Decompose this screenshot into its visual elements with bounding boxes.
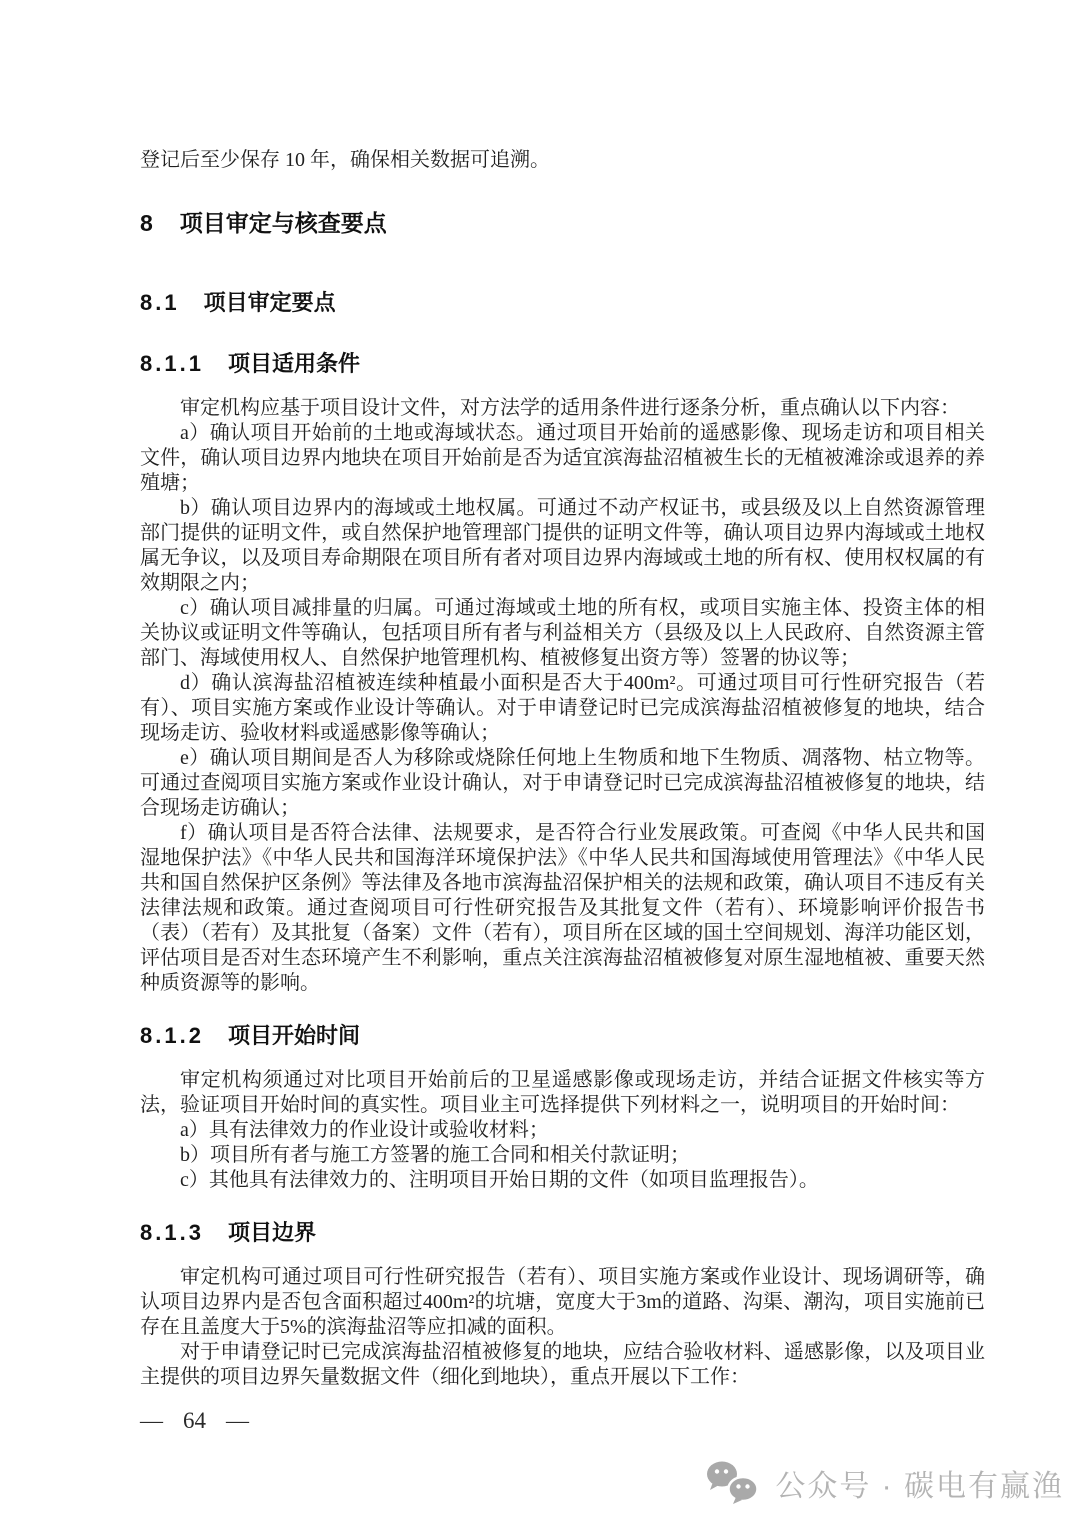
- section-8-1-1-title: 项目适用条件: [227, 351, 360, 376]
- paragraph: 审定机构须通过对比项目开始前后的卫星遥感影像或现场走访，并结合证据文件核实等方法，验证项目开始时间的真实性。项目业主可选择提供下列材料之一，说明项目的开始时间：: [140, 1069, 985, 1116]
- page-number-left-dash: —: [140, 1408, 163, 1433]
- section-8-1-3-title: 项目边界: [227, 1220, 316, 1245]
- paragraph: 对于申请登记时已完成滨海盐沼植被修复的地块，应结合验收材料、遥感影像，以及项目业主提供的项目边界矢量数据文件（细化到地块），重点开展以下工作：: [140, 1341, 985, 1388]
- list-item-a: a）确认项目开始前的土地或海域状态。通过项目开始前的遥感影像、现场走访和项目相关文件，确认项目边界内地块在项目开始前是否为适宜滨海盐沼植被生长的无植被滩涂或退养的养殖塘；: [140, 422, 985, 494]
- section-8-1-1-body: [140, 396, 985, 996]
- list-item-d: d）确认滨海盐沼植被连续种植最小面积是否大于400m²。可通过项目可行性研究报告（若有）、项目实施方案或作业设计等确认。对于申请登记时已完成滨海盐沼植被修复的地块，结合现场走访、验收材料或遥感影像等确认；: [140, 672, 985, 744]
- section-8-1-2-title: 项目开始时间: [227, 1023, 360, 1048]
- section-8-1-2-body: [140, 1068, 985, 1193]
- chapter-number: 8: [140, 210, 156, 236]
- section-8-1-title: 项目审定要点: [203, 290, 336, 315]
- section-8-1-2-heading: [140, 1019, 985, 1050]
- wechat-icon: [705, 1460, 763, 1506]
- section-8-1-1-heading: [140, 347, 985, 378]
- section-8-1-3-body: [140, 1265, 985, 1390]
- list-item-a: a）具有法律效力的作业设计或验收材料；: [180, 1119, 549, 1141]
- continuation-paragraph: 登记后至少保存 10 年，确保相关数据可追溯。: [140, 149, 550, 171]
- chapter-heading: [140, 205, 985, 238]
- section-8-1-number: 8.1: [140, 290, 180, 315]
- list-item-e: e）确认项目期间是否人为移除或烧除任何地上生物质和地下生物质、凋落物、枯立物等。可通过查阅项目实施方案或作业设计确认，对于申请登记时已完成滨海盐沼植被修复的地块，结合现场走访确认；: [140, 747, 985, 819]
- watermark: [705, 1460, 1064, 1506]
- section-8-1-1-number: 8.1.1: [140, 351, 204, 376]
- list-item-b: b）项目所有者与施工方签署的施工合同和相关付款证明；: [180, 1144, 690, 1166]
- section-8-1-2-number: 8.1.2: [140, 1023, 204, 1048]
- section-8-1-heading: [140, 286, 985, 317]
- list-item-f: f）确认项目是否符合法律、法规要求，是否符合行业发展政策。可查阅《中华人民共和国湿地保护法》《中华人民共和国海洋环境保护法》《中华人民共和国海域使用管理法》《中华人民共和国自然保护区条例》等法律及各地市滨海盐沼保护相关的法规和政策，确认项目不违反有关法律法规和政策。通过查阅项目可行性研究报告及其批复文件（若有）、环境影响评价报告书（表）（若有）及其批复（备案）文件（若有），项目所在区域的国土空间规划、海洋功能区划，评估项目是否对生态环境产生不利影响，重点关注滨海盐沼植被修复对原生湿地植被、重要天然种质资源等的影响。: [140, 822, 985, 994]
- paragraph: 审定机构可通过项目可行性研究报告（若有）、项目实施方案或作业设计、现场调研等，确认项目边界内是否包含面积超过400m²的坑塘，宽度大于3m的道路、沟渠、潮沟，项目实施前已存在且盖度大于5%的滨海盐沼等应扣减的面积。: [140, 1266, 985, 1338]
- list-item-c: c）其他具有法律效力的、注明项目开始日期的文件（如项目监理报告）。: [180, 1169, 819, 1191]
- page-number-value: 64: [183, 1408, 206, 1433]
- chapter-title: 项目审定与核查要点: [179, 210, 387, 236]
- paragraph: 审定机构应基于项目设计文件，对方法学的适用条件进行逐条分析，重点确认以下内容：: [180, 397, 960, 419]
- section-8-1-3-number: 8.1.3: [140, 1220, 204, 1245]
- page-number-right-dash: —: [226, 1408, 249, 1433]
- list-item-b: b）确认项目边界内的海域或土地权属。可通过不动产权证书，或县级及以上自然资源管理部门提供的证明文件，或自然保护地管理部门提供的证明文件等，确认项目边界内海域或土地权属无争议，以及项目寿命期限在项目所有者对项目边界内海域或土地的所有权、使用权权属的有效期限之内；: [140, 497, 985, 594]
- watermark-label: 公众号 · 碳电有赢渔: [775, 1470, 1064, 1503]
- section-8-1-3-heading: [140, 1216, 985, 1247]
- list-item-c: c）确认项目减排量的归属。可通过海域或土地的所有权，或项目实施主体、投资主体的相关协议或证明文件等确认，包括项目所有者与利益相关方（县级及以上人民政府、自然资源主管部门、海域使用权人、自然保护地管理机构、植被修复出资方等）签署的协议等；: [140, 597, 985, 669]
- page-number: [140, 1408, 249, 1434]
